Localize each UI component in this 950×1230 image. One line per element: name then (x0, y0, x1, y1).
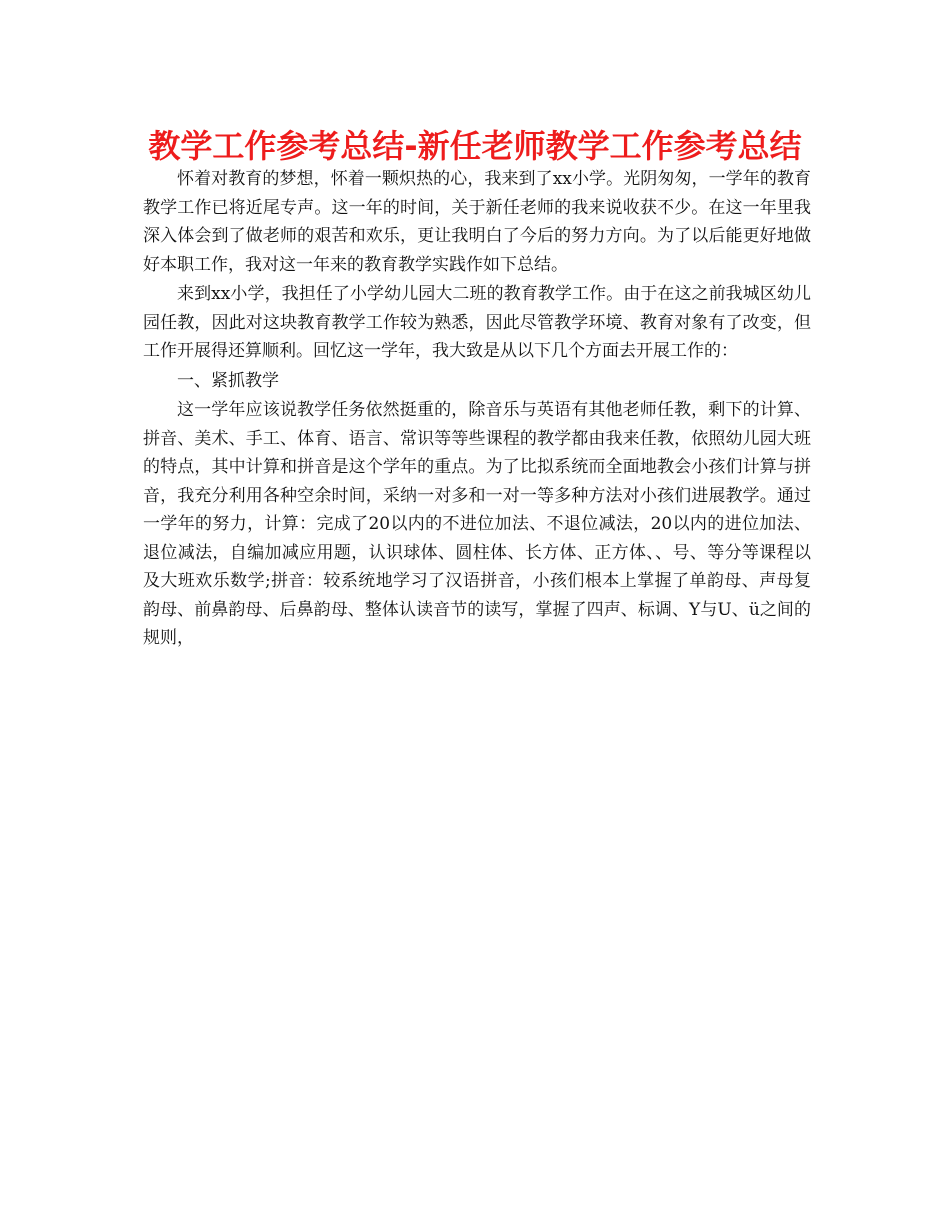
paragraph-teaching: 这一学年应该说教学任务依然挺重的，除音乐与英语有其他老师任教，剩下的计算、拼音、美术、手工、体育、语言、常识等等些课程的教学都由我来任教，依照幼儿园大班的特点，其中计算和拼音是这个学年的重点。为了比拟系统而全面地教会小孩们计算与拼音，我充分利用各种空余时间，采纳一对多和一对一等多种方法对小孩们进展教学。通过一学年的努力，计算：完成了20以内的不进位加法、不退位减法，20以内的进位加法、退位减法，自编加减应用题，认识球体、圆柱体、长方体、正方体、、号、等分等课程以及大班欢乐数学;拼音：较系统地学习了汉语拼音，小孩们根本上掌握了单韵母、声母复韵母、前鼻韵母、后鼻韵母、整体认读音节的读写，掌握了四声、标调、Y与U、ü之间的规则， (143, 400, 811, 648)
document-title: 教学工作参考总结-新任老师教学工作参考总结 (148, 127, 802, 165)
paragraph-background: 来到xx小学，我担任了小学幼儿园大二班的教育教学工作。由于在这之前我城区幼儿园任教，因此对这块教育教学工作较为熟悉，因此尽管教学环境、教育对象有了改变，但工作开展得还算顺利。回忆这一学年，我大致是从以下几个方面去开展工作的： (143, 284, 811, 361)
section-heading-teaching: 一、紧抓教学 (177, 370, 279, 391)
paragraph-intro: 怀着对教育的梦想，怀着一颗炽热的心，我来到了xx小学。光阴匆匆，一学年的教育教学工作已将近尾专声。这一年的时间，关于新任老师的我来说收获不少。在这一年里我深入体会到了做老师的艰苦和欢乐，更让我明白了今后的努力方向。为了以后能更好地做好本职工作，我对这一年来的教育教学实践作如下总结。 (143, 169, 811, 275)
document-body (143, 165, 811, 654)
